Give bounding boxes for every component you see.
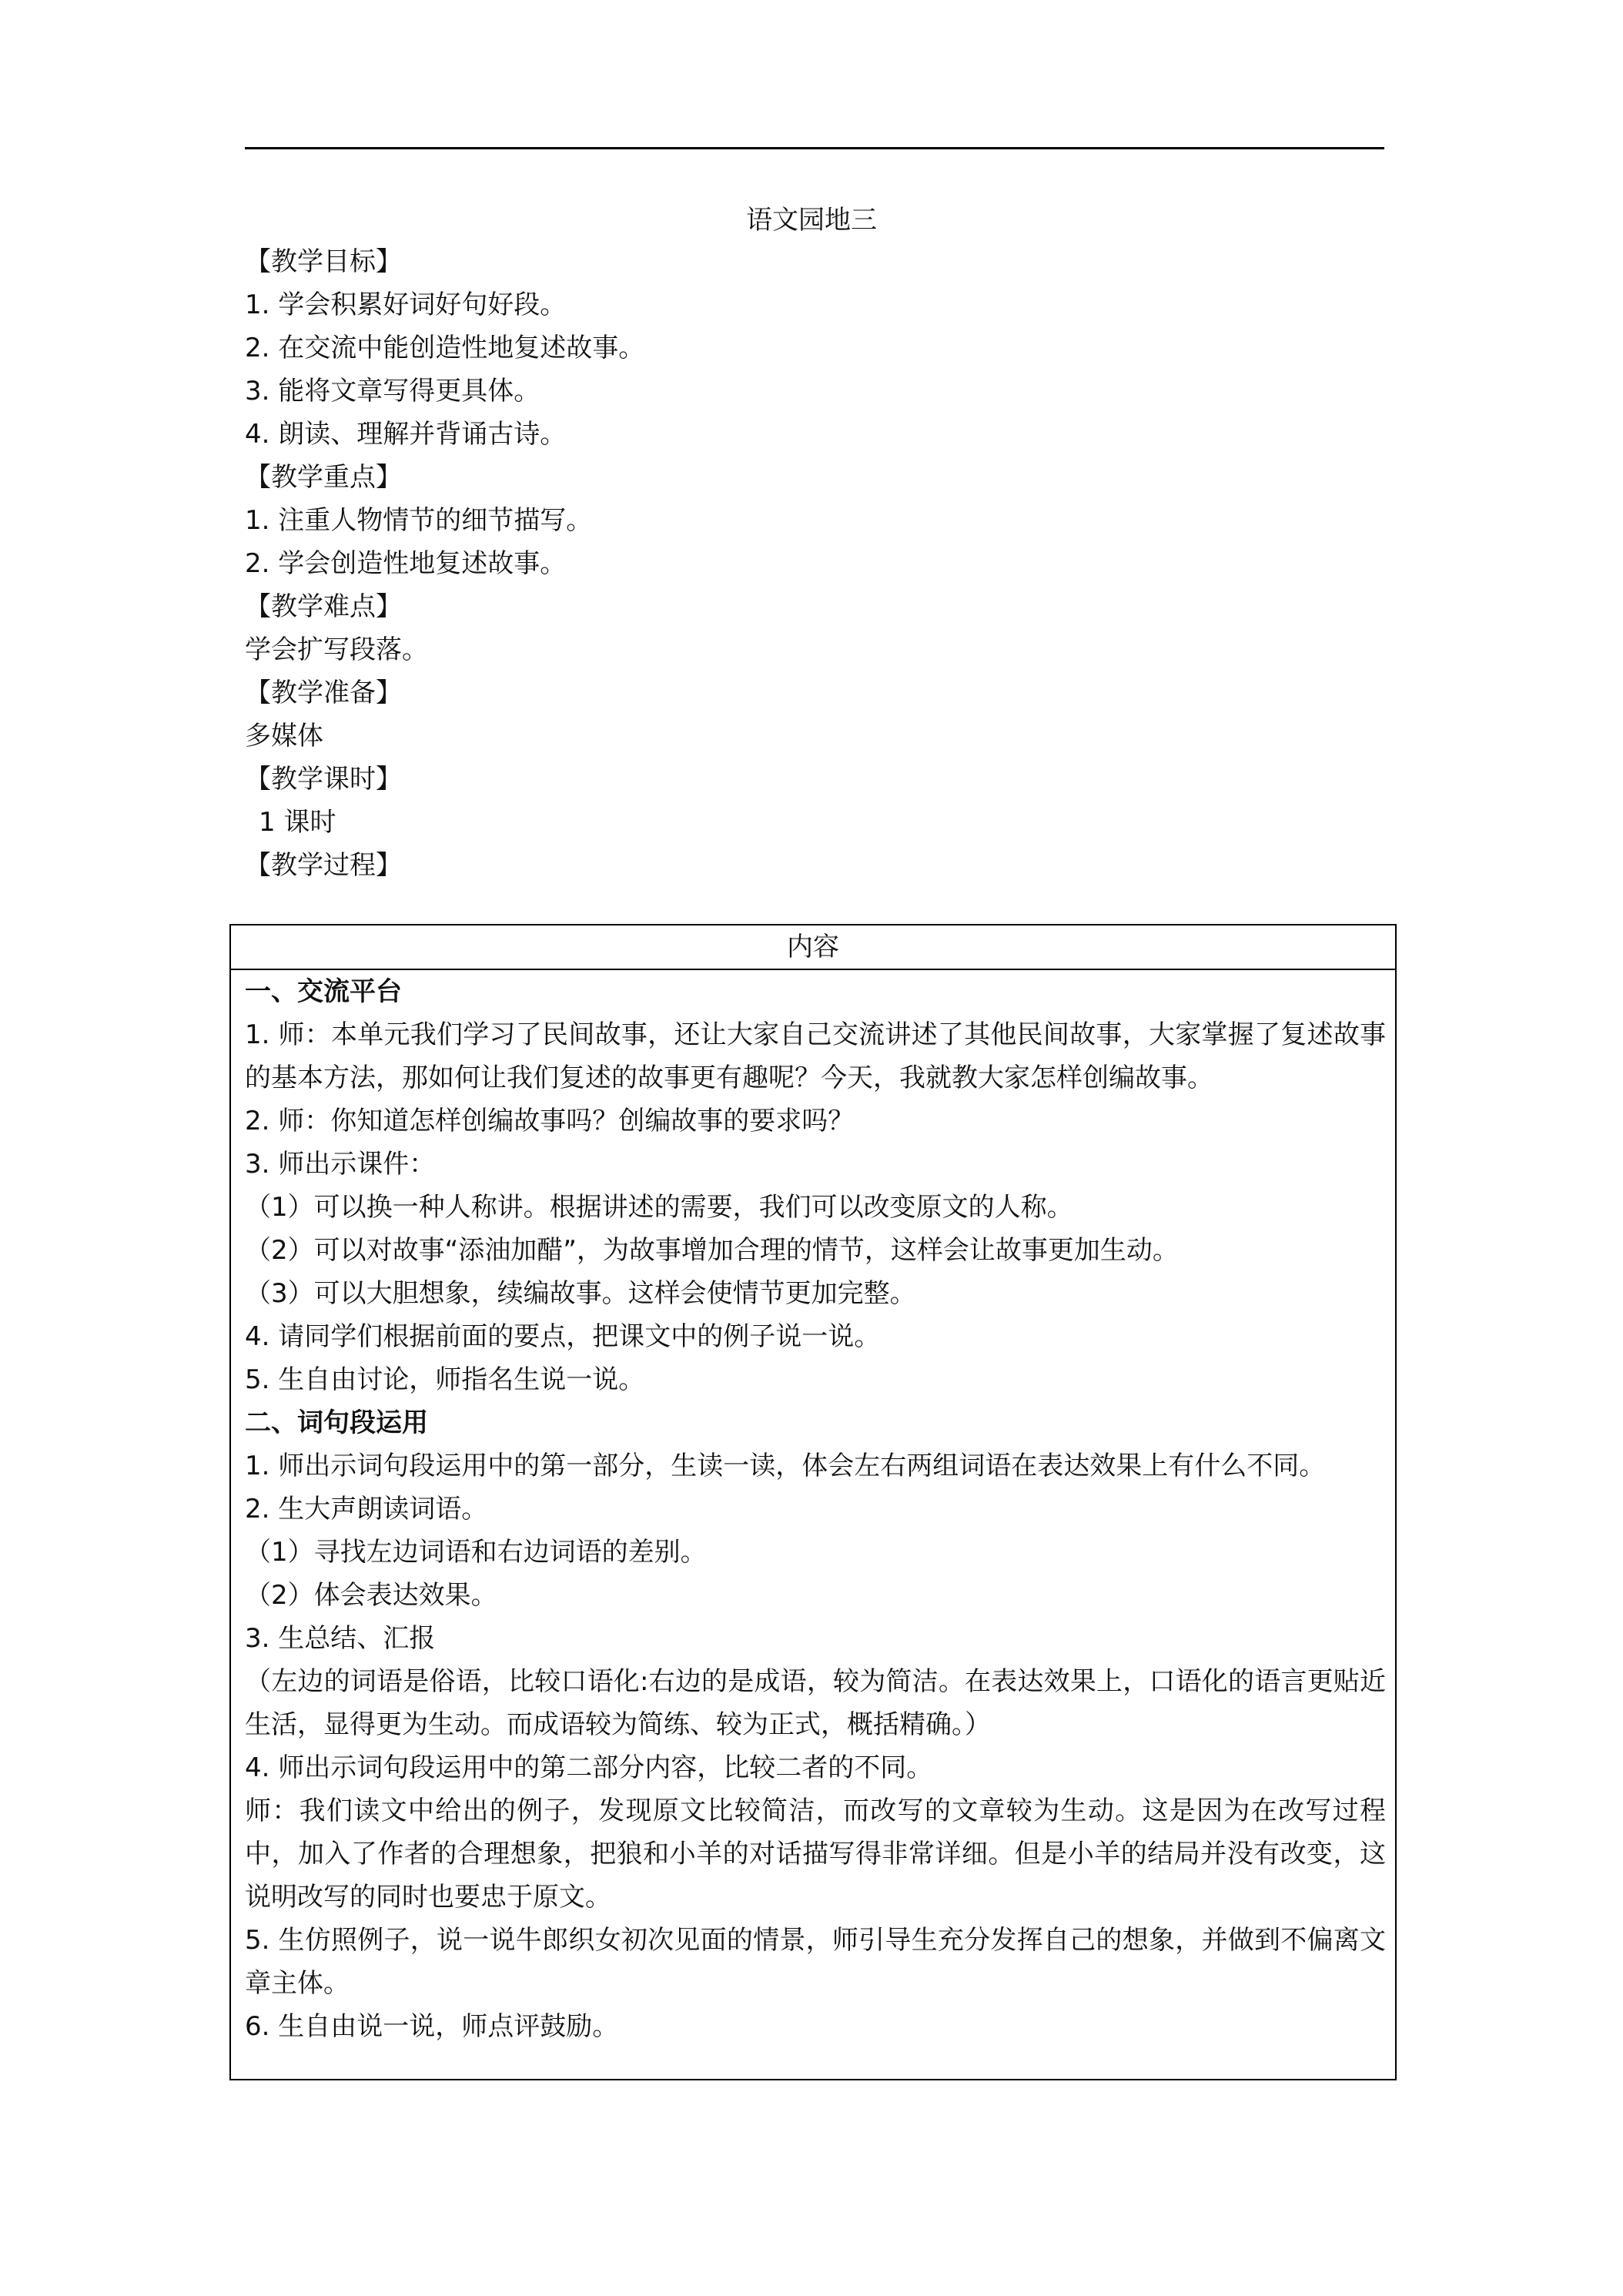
- preliminary-line: 1 课时: [259, 807, 336, 838]
- content-line: （左边的词语是俗语，比较口语化:右边的是成语，较为简洁。在表达效果上，口语化的语言更贴近生活，显得更为生动。而成语较为简练、较为正式，概括精确。）: [245, 1666, 1386, 1740]
- content-line: 2. 师：你知道怎样创编故事吗？创编故事的要求吗？: [245, 1106, 855, 1136]
- content-line: 1. 师出示词句段运用中的第一部分，生读一读，体会左右两组词语在表达效果上有什么不同。: [245, 1451, 1326, 1481]
- content-line: 4. 师出示词句段运用中的第二部分内容，比较二者的不同。: [245, 1752, 933, 1783]
- content-line: 5. 生仿照例子，说一说牛郎织女初次见面的情景，师引导生充分发挥自己的想象，并做到不偏离文章主体。: [245, 1925, 1386, 1999]
- table-header: 内容: [231, 925, 1395, 970]
- preliminary-line: 多媒体: [245, 721, 323, 751]
- content-line: 3. 生总结、汇报: [245, 1623, 436, 1654]
- preliminary-line: 1. 注重人物情节的细节描写。: [245, 505, 593, 536]
- preliminary-line: 【教学课时】: [245, 764, 402, 795]
- preliminary-line: 【教学准备】: [245, 678, 402, 708]
- preliminary-line: 3. 能将文章写得更具体。: [245, 376, 540, 407]
- preliminary-line: 2. 学会创造性地复述故事。: [245, 548, 567, 579]
- content-line: 2. 生大声朗读词语。: [245, 1494, 488, 1525]
- preliminary-line: 【教学重点】: [245, 462, 402, 493]
- preliminary-line: 【教学过程】: [245, 850, 402, 881]
- content-line: 师：我们读文中给出的例子，发现原文比较简洁，而改写的文章较为生动。这是因为在改写过程中，加入了作者的合理想象，把狼和小羊的对话描写得非常详细。但是小羊的结局并没有改变，这说明改写的同时也要忠于原文。: [245, 1796, 1386, 1913]
- content-line: 1. 师：本单元我们学习了民间故事，还让大家自己交流讲述了其他民间故事，大家掌握了复述故事的基本方法，那如何让我们复述的故事更有趣呢？今天，我就教大家怎样创编故事。: [245, 1019, 1386, 1093]
- header-rule: [245, 147, 1384, 149]
- content-line: 3. 师出示课件：: [245, 1149, 436, 1180]
- content-line: 6. 生自由说一说，师点评鼓励。: [245, 2011, 619, 2042]
- preliminary-section: [245, 240, 1384, 887]
- content-line: （2）体会表达效果。: [245, 1580, 497, 1611]
- preliminary-line: 2. 在交流中能创造性地复述故事。: [245, 333, 645, 363]
- preliminary-line: 4. 朗读、理解并背诵古诗。: [245, 419, 567, 450]
- content-line: （1）寻找左边词语和右边词语的差别。: [245, 1537, 707, 1568]
- document-title: [0, 199, 1623, 242]
- content-line: （2）可以对故事“添油加醋”，为故事增加合理的情节，这样会让故事更加生动。: [245, 1235, 1179, 1266]
- content-line: 4. 请同学们根据前面的要点，把课文中的例子说一说。: [245, 1321, 881, 1352]
- content-line: （3）可以大胆想象，续编故事。这样会使情节更加完整。: [245, 1278, 916, 1309]
- preliminary-line: 【教学目标】: [245, 246, 402, 277]
- section-heading: 二、词句段运用: [245, 1407, 428, 1438]
- content-line: 5. 生自由讨论，师指名生说一说。: [245, 1364, 645, 1395]
- preliminary-line: 1. 学会积累好词好句好段。: [245, 290, 567, 320]
- section-heading: 一、交流平台: [245, 976, 402, 1007]
- content-line: （1）可以换一种人称讲。根据讲述的需要，我们可以改变原文的人称。: [245, 1192, 1073, 1223]
- preliminary-line: 学会扩写段落。: [245, 634, 428, 665]
- document-title-text: 语文园地三: [746, 205, 877, 236]
- table-body: [231, 970, 1395, 2048]
- preliminary-line: 【教学难点】: [245, 591, 402, 622]
- lesson-content-table: [229, 924, 1397, 2080]
